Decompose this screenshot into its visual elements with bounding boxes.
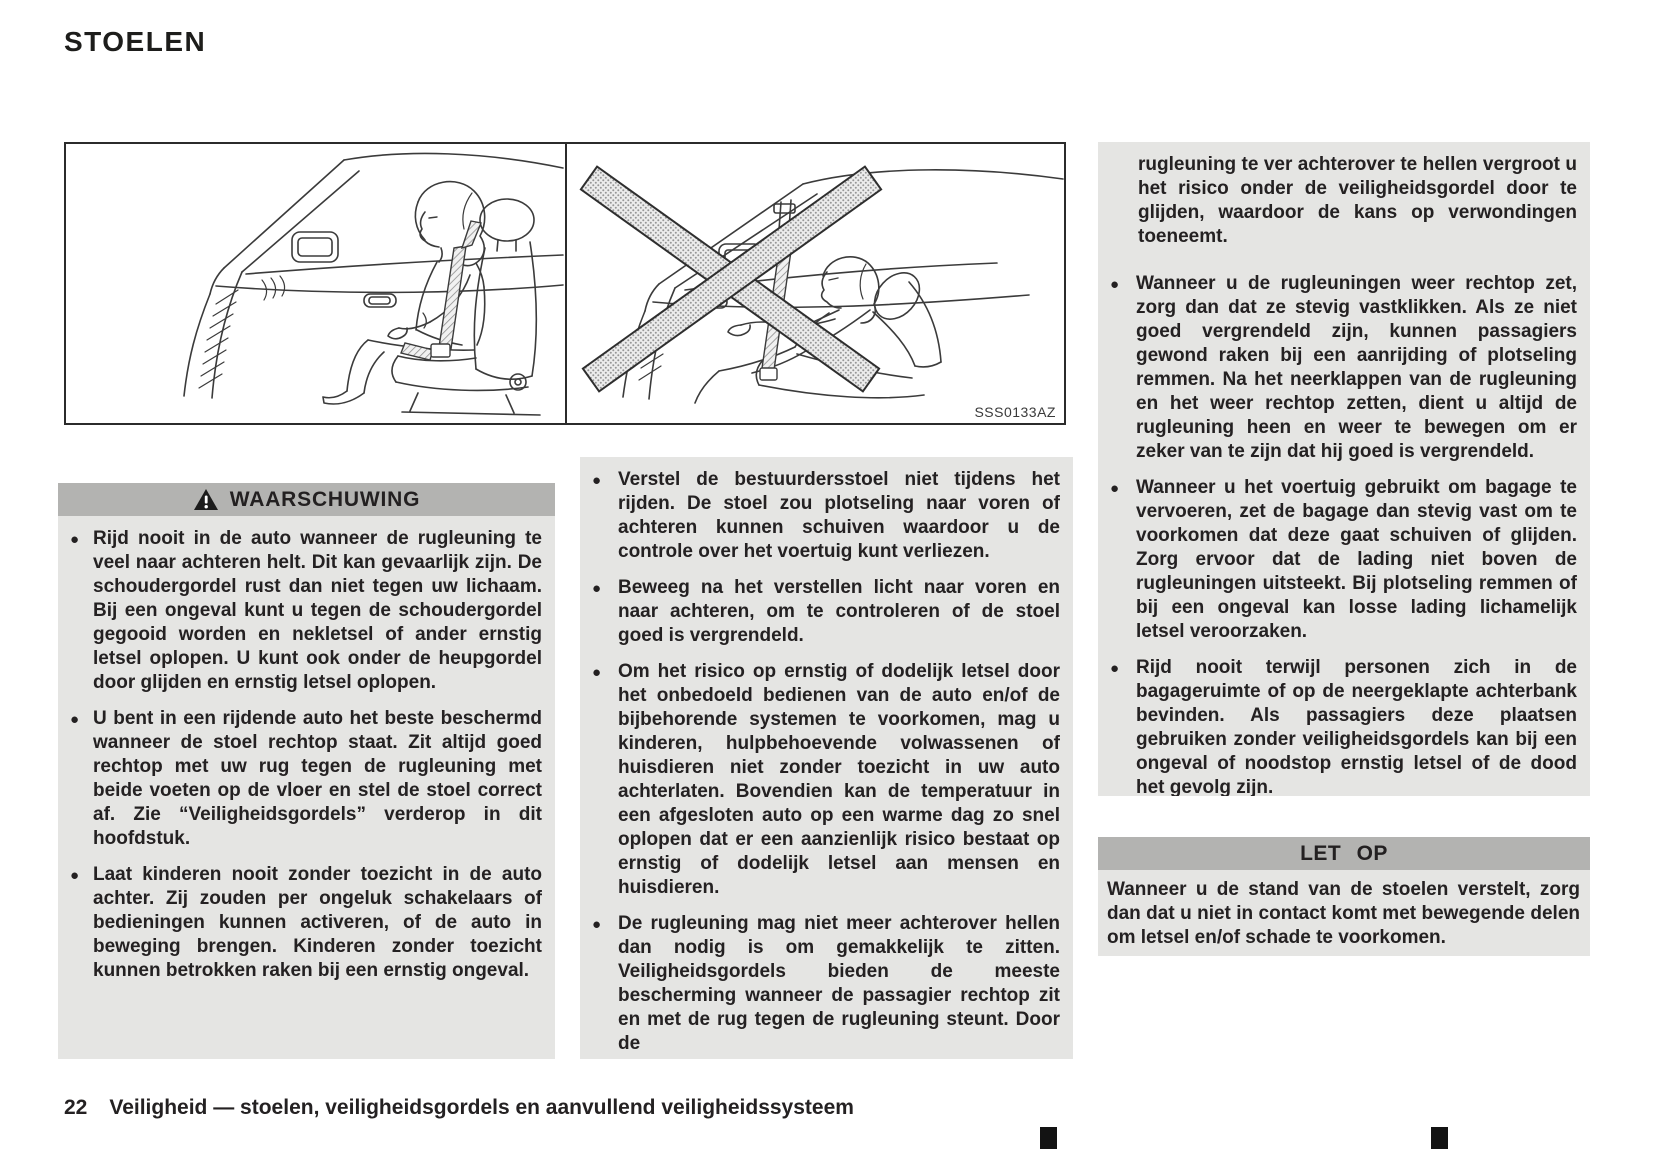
illustration-reclined-crossed [567,144,1064,423]
warning-bullet-text: Laat kinderen nooit zonder toezicht in de auto achter. Zij zouden per ongeluk schakelaars of bedieningen kunnen activeren, of de auto in beweging brengen. Kinderen zonder toezicht kunnen betrokken raken bij een ernstig ongeval. [93,864,542,981]
warning-bullet-item [592,576,1060,648]
page-title: STOELEN [64,26,207,57]
warning-bullet-text: Beweeg na het verstellen licht naar voren en naar achteren, om te controleren of de stoel goed is vergrendeld. [618,577,1060,646]
illustration-upright-posture [66,144,565,423]
warning-bullet-item [70,863,542,983]
warning-bullet-item [1110,476,1577,644]
warning-box-left [58,483,555,1059]
warning-bullet-item [592,660,1060,900]
warning-bullet-text: Rijd nooit terwijl personen zich in de bagageruimte of op de neergeklapte achterbank bevinden. Als passagiers deze plaatsen gebruiken zonder veiligheidsgordels kan bij een ongeval of noodstop ernstig letsel of de dood het gevolg zijn. [1136,657,1577,796]
bullet-icon: ● [592,580,602,597]
bullet-icon: ● [592,472,602,489]
warning-box-right [1098,142,1590,796]
print-mark [1040,1127,1057,1149]
caution-box [1098,837,1590,956]
bullet-icon: ● [70,867,80,884]
warning-header-label: WAARSCHUWING [229,487,421,511]
warning-bullet-item [1110,656,1577,796]
warning-triangle-icon [193,488,219,511]
warning-bullet-item [592,912,1060,1056]
warning-bullet-item [70,527,542,695]
seat-outline [392,199,540,415]
bullet-icon: ● [1110,480,1120,497]
print-mark [1431,1127,1448,1149]
warning-bullet-item [1110,272,1577,464]
caution-header [1098,837,1590,870]
car-outline [184,153,563,398]
warning-bullet-text: Om het risico op ernstig of dodelijk letsel door het onbedoeld bedienen van de auto en/of de bijbehorende systemen te voorkomen, mag u kinderen, hulpbehoevende volwassenen of huisdieren niet zonder toezicht in uw auto achterlaten. Bovendien kan de temperatuur in een afgesloten auto op een warme dag zo snel oplopen dat er een aanzienlijk risico bestaat op ernstig of dodelijk letsel aan mensen en huisdieren. [618,661,1060,898]
caution-body-text: Wanneer u de stand van de stoelen verstelt, zorg dan dat u niet in contact komt met bewegende delen om letsel en/of schade te voorkomen. [1107,879,1580,948]
bullet-icon: ● [592,664,602,681]
figure-reference-code: SSS0133AZ [974,404,1056,420]
page-number: 22 [64,1096,88,1119]
warning-bullet-list [580,457,1073,1056]
warning-bullet-list [58,516,555,983]
warning-bullet-text: Verstel de bestuurdersstoel niet tijdens het rijden. De stoel zou plotseling naar voren of achteren kunnen schuiven waardoor u de controle over het voertuig kunt verliezen. [618,469,1060,562]
bullet-icon: ● [70,711,80,728]
caution-header-label: LET OP [1300,841,1388,865]
warning-bullet-list [1098,261,1590,796]
bullet-icon: ● [1110,660,1120,677]
warning-header [58,483,555,516]
warning-bullet-text: Rijd nooit in de auto wanneer de rugleuning te veel naar achteren helt. Dit kan gevaarlijk zijn. De schoudergordel rust dan niet tegen uw lichaam. Bij een ongeval kunt u tegen de schoudergordel gegooid worden en nekletsel of ander ernstig letsel oplopen. U kunt ook onder de heupgordel door glijden en ernstig letsel oplopen. [93,528,542,693]
bullet-icon: ● [1110,276,1120,293]
warning-bullet-text: De rugleuning mag niet meer achterover hellen dan nodig is om gemakkelijk te zitten. Veiligheidsgordels bieden de meeste bescherming wanneer de passagier rechtop zit en met de rug tegen de rugleuning steunt. Door de [618,913,1060,1054]
warning-bullet-text: U bent in een rijdende auto het beste beschermd wanneer de stoel rechtop staat. Zit altijd goed rechtop met uw rug tegen de rugleuning met beide voeten op de vloer en stel de stoel correct af. Zie “Veiligheidsgordels” verderop in dit hoofdstuk. [93,708,542,849]
figure-box [64,142,1066,425]
car-interior-reclined-drawing [567,144,1064,423]
warning-bullet-text: Wanneer u de rugleuningen weer rechtop zet, zorg dan dat ze stevig vastklikken. Als ze niet goed vergrendeld zijn, kunnen passagiers gewond raken bij een aanrijding of plotseling remmen. Na het neerklappen van de rugleuning en het weer rechtop zetten, dient u altijd de rugleuning heen en weer te bewegen om er zeker van te zijn dat hij goed is vergrendeld. [1136,273,1577,462]
bullet-icon: ● [70,531,80,548]
page-footer [64,1096,854,1120]
warning-bullet-item [592,468,1060,564]
warning-box-middle [580,457,1073,1059]
warning-bullet-text: Wanneer u het voertuig gebruikt om bagage te vervoeren, zet de bagage dan stevig vast om te voorkomen dat deze gaat schuiven of glijden. Zorg ervoor dat de lading niet boven de rugleuningen uitsteekt. Bij plotseling remmen of bij een ongeval kan losse lading lichamelijk letsel veroorzaken. [1136,477,1577,642]
warning-continuation-text: rugleuning te ver achterover te hellen vergroot u het risico onder de veiligheidsgordel door te glijden, waardoor de kans op verwondingen toeneemt. [1138,154,1577,247]
chapter-title: Veiligheid — stoelen, veiligheidsgordels en aanvullend veiligheidssysteem [109,1096,854,1119]
bullet-icon: ● [592,916,602,933]
warning-bullet-item [70,707,542,851]
car-interior-upright-drawing [66,144,565,423]
